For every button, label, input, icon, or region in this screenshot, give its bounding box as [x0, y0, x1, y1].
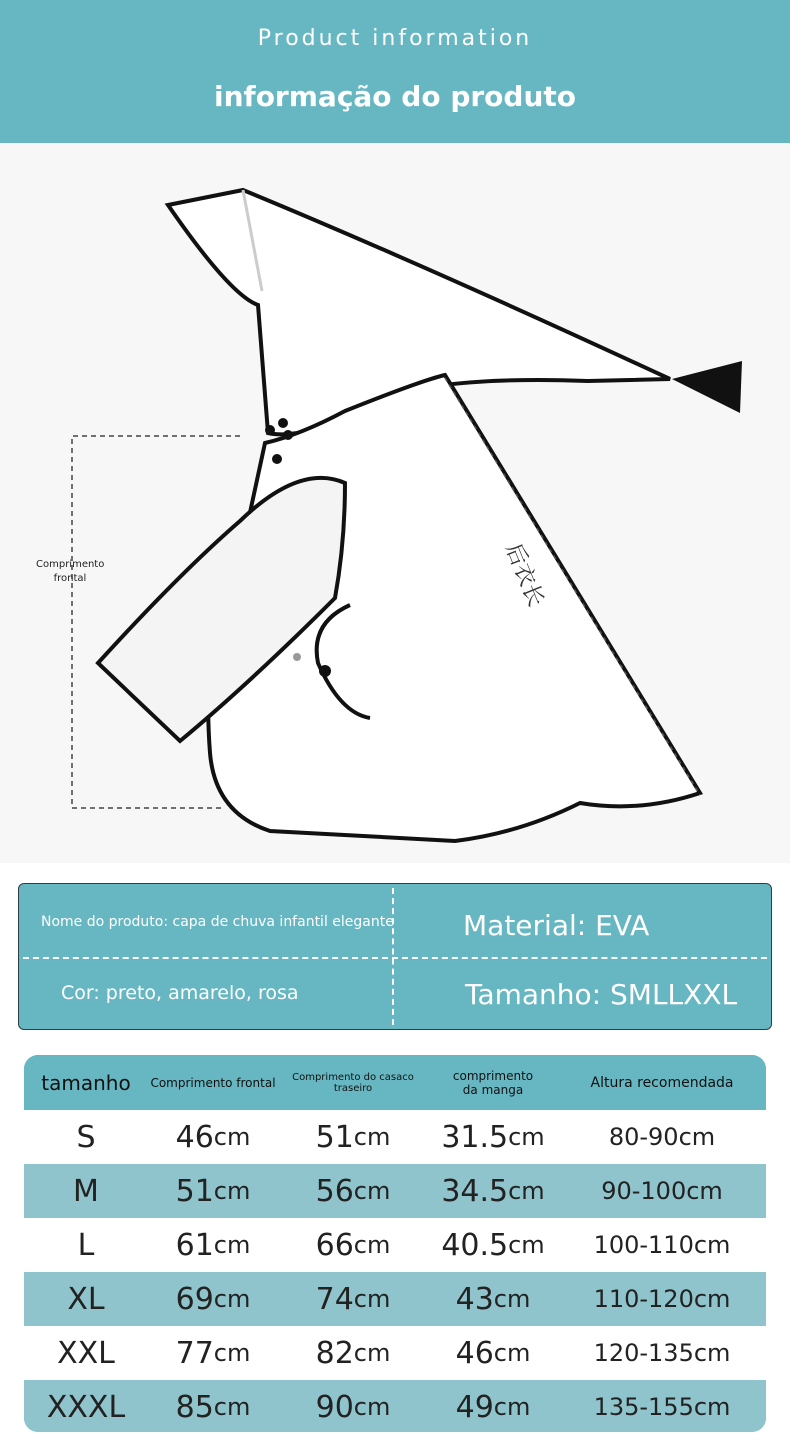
table-row — [24, 1164, 766, 1218]
cell-height — [558, 1218, 766, 1272]
cell-unit: cm — [213, 1123, 251, 1151]
front-length-label: Comprimento frontal — [36, 559, 105, 584]
size-table-header — [24, 1055, 766, 1110]
cell-value: 46 — [175, 1119, 214, 1155]
cell-back — [278, 1326, 428, 1380]
cell-unit: cm — [353, 1285, 391, 1313]
cell-sleeve — [428, 1110, 558, 1164]
cell-size — [24, 1110, 148, 1164]
product-photo — [0, 143, 790, 863]
title-english: Product information — [257, 26, 533, 51]
cell-unit: cm — [353, 1177, 391, 1205]
cell-height — [558, 1110, 766, 1164]
table-row — [24, 1272, 766, 1326]
product-size: Tamanho: SMLLXXL — [465, 978, 738, 1011]
cell-value: 56 — [315, 1173, 354, 1209]
table-row — [24, 1380, 766, 1432]
cell-unit: cm — [508, 1123, 545, 1151]
cell-value: 46 — [455, 1335, 494, 1371]
cell-unit: cm — [693, 1231, 731, 1259]
cell-value: 110-120 — [593, 1285, 694, 1313]
cell-front — [148, 1218, 278, 1272]
cell-value: 82 — [315, 1335, 354, 1371]
cell-unit: cm — [213, 1285, 251, 1313]
cell-unit: cm — [693, 1393, 731, 1421]
back-length-label: 后衣长 — [500, 539, 549, 611]
table-row — [24, 1110, 766, 1164]
cell-back — [278, 1272, 428, 1326]
product-colors: Cor: preto, amarelo, rosa — [61, 982, 299, 1004]
cell-value: 135-155 — [593, 1393, 694, 1421]
cell-unit: cm — [213, 1231, 251, 1259]
header-recommended-height: Altura recomendada — [590, 1074, 734, 1091]
cell-unit: cm — [353, 1123, 391, 1151]
cell-unit: cm — [353, 1393, 391, 1421]
cell-value: 51 — [175, 1173, 214, 1209]
cell-value: 61 — [175, 1227, 214, 1263]
cell-unit: cm — [686, 1177, 723, 1205]
table-row — [24, 1218, 766, 1272]
cell-unit: cm — [493, 1285, 531, 1313]
header-front-length: Comprimento frontal — [150, 1075, 276, 1090]
cell-size — [24, 1218, 148, 1272]
cell-value: 90-100 — [601, 1177, 687, 1205]
cell-value: 34.5 — [441, 1173, 509, 1209]
cell-value: XXXL — [46, 1389, 126, 1425]
cell-unit: cm — [213, 1339, 251, 1367]
header-back-length: Comprimento do casaco traseiro — [292, 1071, 414, 1094]
cell-value: 85 — [175, 1389, 214, 1425]
cell-unit: cm — [508, 1177, 545, 1205]
cell-size — [24, 1272, 148, 1326]
table-row — [24, 1326, 766, 1380]
cell-unit: cm — [353, 1231, 391, 1259]
cell-size — [24, 1164, 148, 1218]
title-portuguese: informação do produto — [213, 80, 577, 113]
cell-value: 43 — [455, 1281, 494, 1317]
cell-unit: cm — [213, 1177, 251, 1205]
cell-unit: cm — [508, 1231, 545, 1259]
cell-value: 69 — [175, 1281, 214, 1317]
product-name: Nome do produto: capa de chuva infantil elegante — [41, 914, 394, 930]
cell-height — [558, 1380, 766, 1432]
cell-unit: cm — [493, 1393, 531, 1421]
cell-value: M — [73, 1173, 99, 1209]
header-sleeve-length: comprimento da manga — [452, 1068, 534, 1097]
cell-value: 66 — [315, 1227, 354, 1263]
cell-height — [558, 1326, 766, 1380]
cell-front — [148, 1380, 278, 1432]
cell-value: 74 — [315, 1281, 354, 1317]
cell-value: 77 — [175, 1335, 214, 1371]
product-material: Material: EVA — [463, 909, 650, 942]
header-banner — [0, 0, 790, 143]
cell-sleeve — [428, 1272, 558, 1326]
cell-unit: cm — [493, 1339, 531, 1367]
info-divider-vertical — [392, 888, 394, 1025]
cell-unit: cm — [213, 1393, 251, 1421]
cell-sleeve — [428, 1164, 558, 1218]
cell-front — [148, 1110, 278, 1164]
size-table — [24, 1055, 766, 1432]
header-size: tamanho — [41, 1070, 131, 1095]
cell-sleeve — [428, 1326, 558, 1380]
cell-sleeve — [428, 1380, 558, 1432]
cell-value: XXL — [57, 1335, 115, 1371]
cell-unit: cm — [693, 1339, 731, 1367]
product-info-box — [18, 883, 772, 1030]
cell-back — [278, 1380, 428, 1432]
cell-sleeve — [428, 1218, 558, 1272]
cell-value: 120-135 — [593, 1339, 694, 1367]
cell-value: 90 — [315, 1389, 354, 1425]
info-divider-horizontal — [23, 957, 767, 959]
cell-front — [148, 1326, 278, 1380]
cell-value: 100-110 — [593, 1231, 694, 1259]
cell-value: 51 — [315, 1119, 354, 1155]
cell-size — [24, 1380, 148, 1432]
cell-back — [278, 1164, 428, 1218]
cell-height — [558, 1272, 766, 1326]
cell-unit: cm — [693, 1285, 731, 1313]
cell-back — [278, 1218, 428, 1272]
cell-value: S — [76, 1119, 96, 1155]
cell-unit: cm — [353, 1339, 391, 1367]
cell-value: 49 — [455, 1389, 494, 1425]
cell-value: L — [77, 1227, 95, 1263]
cell-size — [24, 1326, 148, 1380]
cell-front — [148, 1164, 278, 1218]
cell-value: 31.5 — [441, 1119, 509, 1155]
cell-back — [278, 1110, 428, 1164]
cell-value: 40.5 — [441, 1227, 509, 1263]
cell-unit: cm — [678, 1123, 716, 1151]
cell-height — [558, 1164, 766, 1218]
cell-front — [148, 1272, 278, 1326]
cell-value: 80-90 — [608, 1123, 679, 1151]
cell-value: XL — [67, 1281, 105, 1317]
raincoat-illustration — [0, 143, 790, 863]
